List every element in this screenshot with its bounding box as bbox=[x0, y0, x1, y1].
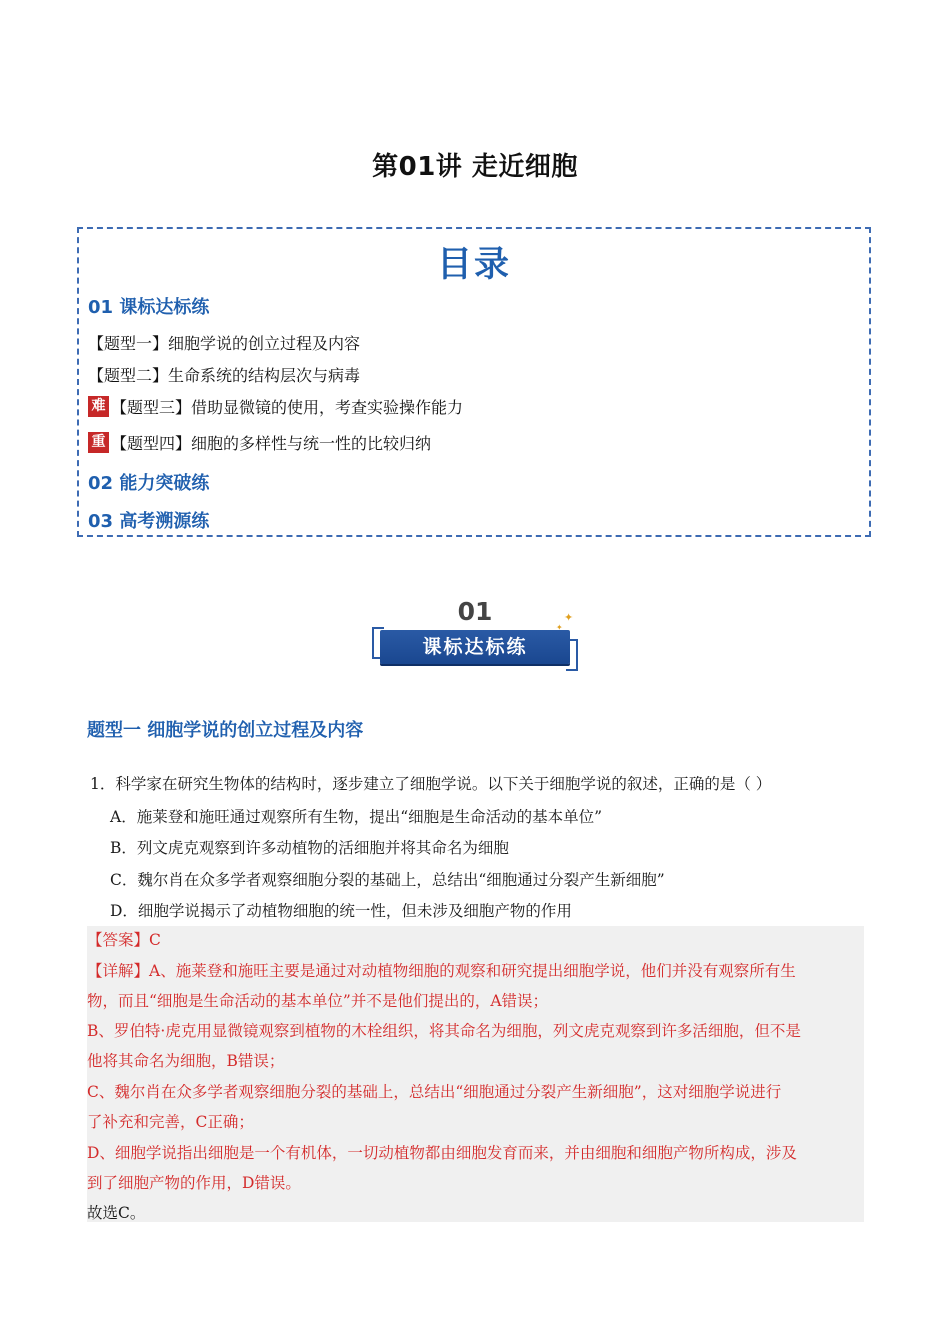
toc-item-text: 【题型三】借助显微镜的使用，考查实验操作能力 bbox=[111, 398, 464, 417]
toc-item-link[interactable] bbox=[88, 331, 360, 354]
difficulty-badge: 难 bbox=[88, 396, 109, 417]
toc-item-text: 【题型一】细胞学说的创立过程及内容 bbox=[88, 334, 361, 353]
conclusion-line: 故选C。 bbox=[87, 1204, 146, 1222]
explanation-line: 了补充和完善，C正确； bbox=[87, 1113, 254, 1131]
section-label: 课标达标练 bbox=[422, 636, 528, 658]
question-type-heading: 题型一 细胞学说的创立过程及内容 bbox=[87, 720, 364, 741]
question-option: D．细胞学说揭示了动植物细胞的统一性，但未涉及细胞产物的作用 bbox=[110, 902, 572, 920]
table-of-contents bbox=[77, 227, 871, 537]
question-stem: 1．科学家在研究生物体的结构时，逐步建立了细胞学说。以下关于细胞学说的叙述，正确的是（ ） bbox=[90, 775, 772, 793]
explanation-line: 到了细胞产物的作用，D错误。 bbox=[87, 1174, 301, 1192]
section-number: 01 bbox=[457, 597, 493, 626]
section-banner bbox=[368, 597, 582, 673]
explanation-line: C、魏尔肖在众多学者观察细胞分裂的基础上，总结出“细胞通过分裂产生新细胞”，这对细胞学说进行 bbox=[87, 1083, 782, 1101]
toc-section-link[interactable]: 01 课标达标练 bbox=[88, 297, 210, 318]
sparkle-icon: ✦ bbox=[564, 611, 574, 624]
toc-item-link[interactable] bbox=[88, 431, 431, 454]
toc-item-text: 【题型二】生命系统的结构层次与病毒 bbox=[88, 366, 361, 385]
toc-heading: 目录 bbox=[436, 245, 511, 285]
explanation-line: 他将其命名为细胞，B错误； bbox=[87, 1052, 285, 1070]
answer-explanation-box bbox=[87, 926, 864, 1222]
toc-section-link[interactable]: 02 能力突破练 bbox=[88, 473, 210, 494]
answer-line: 【答案】C bbox=[87, 931, 161, 949]
explanation-line: D、细胞学说指出细胞是一个有机体，一切动植物都由细胞发育而来，并由细胞和细胞产物所构成，涉及 bbox=[87, 1144, 797, 1162]
toc-item-text: 【题型四】细胞的多样性与统一性的比较归纳 bbox=[111, 434, 432, 453]
toc-item-link[interactable] bbox=[88, 395, 463, 418]
question-option: B．列文虎克观察到许多动植物的活细胞并将其命名为细胞 bbox=[110, 839, 509, 857]
question-option: C．魏尔肖在众多学者观察细胞分裂的基础上，总结出“细胞通过分裂产生新细胞” bbox=[110, 871, 665, 889]
document-title: 第01讲 走近细胞 bbox=[372, 152, 578, 182]
section-label-bar bbox=[380, 630, 570, 664]
explanation-line: 【详解】A、施莱登和施旺主要是通过对动植物细胞的观察和研究提出细胞学说，他们并没有观察所有生 bbox=[87, 962, 796, 980]
explanation-line: 物，而且“细胞是生命活动的基本单位”并不是他们提出的，A错误； bbox=[87, 992, 549, 1010]
toc-item-link[interactable] bbox=[88, 363, 360, 386]
question-option: A．施莱登和施旺通过观察所有生物，提出“细胞是生命活动的基本单位” bbox=[110, 808, 603, 826]
explanation-line: B、罗伯特·虎克用显微镜观察到植物的木栓组织，将其命名为细胞，列文虎克观察到许多活细胞，但不是 bbox=[87, 1022, 801, 1040]
key-point-badge: 重 bbox=[88, 432, 109, 453]
sparkle-icon: ✦ bbox=[556, 623, 563, 632]
toc-section-link[interactable]: 03 高考溯源练 bbox=[88, 511, 210, 532]
